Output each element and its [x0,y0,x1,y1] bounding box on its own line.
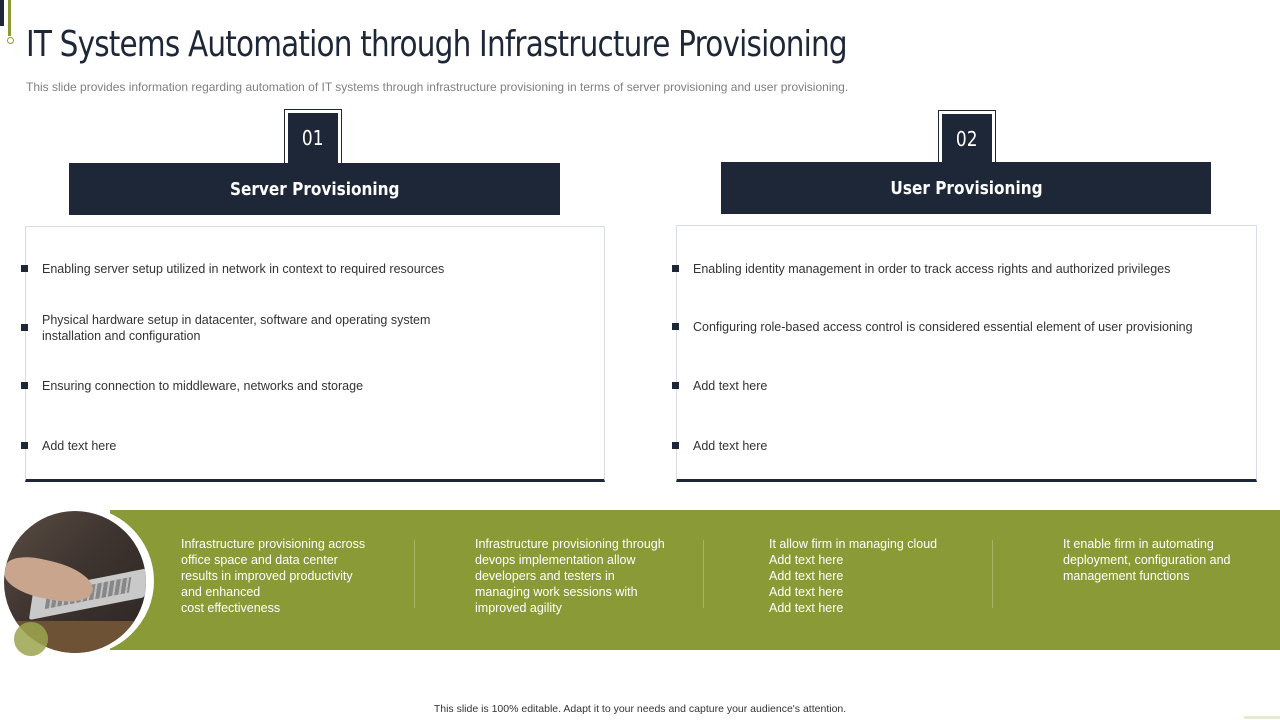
list-item [672,319,1252,335]
list-item-text: Add text here [693,379,768,393]
section-number-badge-01 [284,109,342,167]
accent-bar [0,0,4,26]
accent-dot-icon [7,37,14,44]
divider [414,540,415,608]
bullet-square-icon [21,324,28,331]
section-number: 01 [302,126,324,150]
section-number: 02 [956,127,978,151]
benefit-item: Infrastructure provisioning through devops implementation allow developers and testers in managing work sessions with improved agility [475,537,665,615]
list-item-text: Add text here [42,439,117,453]
list-item-text: Enabling identity management in order to track access rights and authorized privileges [693,262,1171,276]
list-item-text: Physical hardware setup in datacenter, software and operating system installation and configuration [42,313,431,343]
bullet-square-icon [21,265,28,272]
list-item [672,438,1252,454]
list-item [21,378,581,394]
list-item [21,312,581,344]
benefit-item: Infrastructure provisioning across office space and data center results in improved productivity and enhanced cost effectiveness [181,537,366,615]
accent-bar-olive [8,0,11,36]
page-title: IT Systems Automation through Infrastructure Provisioning [26,24,847,65]
section-banner-server [69,163,560,215]
list-item-text: Ensuring connection to middleware, networks and storage [42,379,364,393]
decorative-dot-icon [14,622,48,656]
section-title: Server Provisioning [229,178,400,200]
section-banner-user [721,162,1211,214]
corner-mark [1244,716,1280,719]
list-item-text: Add text here [693,439,768,453]
list-item [21,438,581,454]
benefit-item: It enable firm in automating deployment, configuration and management functions [1063,537,1231,583]
page-subtitle: This slide provides information regarding automation of IT systems through infrastructure provisioning in terms of server provisioning and user provisioning. [26,80,849,94]
list-item [21,261,581,277]
section-title: User Provisioning [889,177,1043,199]
benefit-item: It allow firm in managing cloud Add text here Add text here Add text here Add text here [769,537,938,615]
bullet-square-icon [672,442,679,449]
list-item-text: Enabling server setup utilized in network in context to required resources [42,262,445,276]
list-item-text: Configuring role-based access control is considered essential element of user provisioning [693,320,1193,334]
footer-note: This slide is 100% editable. Adapt it to your needs and capture your audience's attention. [433,703,847,715]
bullet-square-icon [21,442,28,449]
divider [703,540,704,608]
list-item [672,261,1252,277]
list-item [672,378,1252,394]
bullet-square-icon [672,323,679,330]
bullet-square-icon [672,265,679,272]
section-number-badge-02 [938,110,996,168]
bullet-square-icon [21,382,28,389]
bullet-square-icon [672,382,679,389]
divider [992,540,993,608]
